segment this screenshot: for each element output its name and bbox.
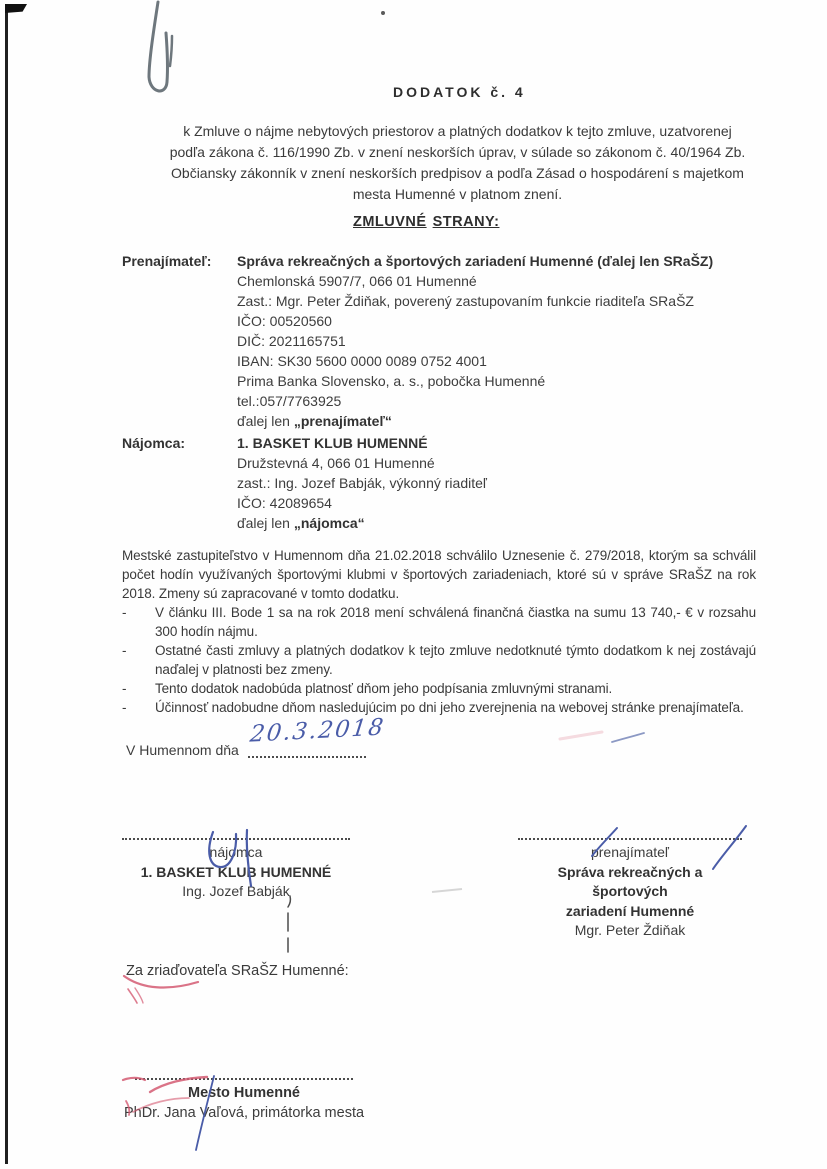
- blue-dash-mark: [612, 733, 644, 742]
- landlord-phone: tel.:057/7763925: [237, 393, 342, 409]
- landlord-dic: DIČ: 2021165751: [237, 333, 346, 349]
- founder-red-ink: [124, 976, 198, 1003]
- intro-line: podľa zákona č. 116/1990 Zb. v znení neskorších úprav, v súlade so zákonom č. 40/1964 Zb.: [169, 144, 746, 160]
- landlord-bank: Prima Banka Slovensko, a. s., pobočka Humenné: [237, 373, 546, 389]
- tenant-label: Nájomca:: [122, 435, 186, 451]
- landlord-section: [122, 251, 757, 431]
- body-paragraph-line: počet hodín využívaných športovými klubmi v športových zariadeniach, ktoré sú v správe SRaŠZ na rok: [122, 567, 756, 582]
- landlord-signature-org-line1: Správa rekreačných a športových: [557, 863, 703, 899]
- tenant-signature-role: nájomca: [209, 844, 263, 860]
- tenant-section: [122, 433, 757, 533]
- amendment-clause: [122, 603, 756, 641]
- document-title: DODATOK č. 4: [393, 84, 526, 100]
- clause-text: Ostatné časti zmluvy a platných dodatkov k tejto zmluve nedotknuté týmto dodatkom k nej zostávajú naďalej v platnosti bez zmeny.: [155, 643, 756, 677]
- amendment-clause: [122, 679, 756, 698]
- landlord-name: Správa rekreačných a športových zariadení Humenné (ďalej len SRaŠZ): [237, 253, 714, 269]
- landlord-representative: Zast.: Mgr. Peter Ždiňak, poverený zastupovaním funkcie riaditeľa SRaŠZ: [237, 293, 694, 309]
- landlord-iban: IBAN: SK30 5600 0000 0089 0752 4001: [237, 353, 487, 369]
- landlord-signature-block: [518, 838, 742, 941]
- place-date-label: V Humennom dňa: [126, 742, 239, 758]
- handwritten-date: 20.3.2018: [248, 714, 387, 748]
- landlord-alias: ďalej len „prenajímateľ“: [237, 413, 392, 429]
- body-paragraph-line: 2018. Zmeny sú zapracované v tomto dodatku.: [122, 586, 400, 601]
- tenant-ico: IČO: 42089654: [237, 495, 332, 511]
- tenant-address: Družstevná 4, 066 01 Humenné: [237, 455, 435, 471]
- date-dotted-line: [248, 756, 366, 758]
- landlord-signature-person: Mgr. Peter Ždiňak: [574, 922, 686, 938]
- landlord-details: [237, 251, 757, 431]
- city-signature-person: PhDr. Jana Vaľová, primátorka mesta: [123, 1105, 365, 1121]
- pen-marks-tenant: [288, 896, 290, 952]
- landlord-signature-line: [518, 838, 742, 840]
- amendment-clause: [122, 641, 756, 679]
- scan-corner-artifact: [5, 4, 27, 13]
- clause-text: Účinnosť nadobudne dňom nasledujúcim po dni jeho zverejnenia na webovej stránke prenajímateľa.: [155, 700, 744, 715]
- landlord-signature-org-line2: zariadení Humenné: [565, 902, 695, 919]
- clause-text: Tento dodatok nadobúda platnosť dňom jeho podpísania zmluvnými stranami.: [155, 681, 613, 696]
- tenant-name: 1. BASKET KLUB HUMENNÉ: [237, 435, 428, 451]
- bullet-dash: -: [122, 643, 127, 658]
- intro-paragraph: [145, 121, 770, 205]
- scan-smudge: [432, 889, 462, 892]
- city-signature-line: [135, 1078, 353, 1080]
- bullet-dash: -: [122, 605, 127, 620]
- tenant-alias: ďalej len „nájomca“: [237, 515, 365, 531]
- scan-dot-artifact: [381, 11, 385, 15]
- amendment-body: [122, 546, 756, 717]
- landlord-label: Prenajímateľ:: [122, 253, 212, 269]
- bullet-dash: -: [122, 700, 127, 715]
- landlord-address: Chemlonská 5907/7, 066 01 Humenné: [237, 273, 477, 289]
- intro-line: k Zmluve o nájme nebytových priestorov a platných dodatkov k tejto zmluve, uzatvorenej: [183, 123, 732, 139]
- tenant-signature-person: Ing. Jozef Babják: [182, 883, 290, 899]
- tenant-representative: zast.: Ing. Jozef Babják, výkonný riaditeľ: [237, 475, 487, 491]
- tenant-signature-line: [122, 838, 350, 840]
- tenant-signature-block: [122, 838, 350, 902]
- bullet-dash: -: [122, 681, 127, 696]
- parties-heading: ZMLUVNÉ STRANY:: [353, 214, 500, 230]
- scan-left-edge-artifact: [5, 4, 8, 1164]
- intro-line: mesta Humenné v platnom znení.: [352, 186, 563, 202]
- landlord-ico: IČO: 00520560: [237, 313, 332, 329]
- city-signature-block: [118, 1078, 370, 1123]
- city-signature-org: Mesto Humenné: [188, 1085, 300, 1101]
- amendment-clause: [122, 698, 756, 717]
- tenant-details: [237, 433, 757, 533]
- pink-smear: [560, 732, 602, 739]
- landlord-signature-role: prenajímateľ: [590, 844, 669, 860]
- clause-text: V článku III. Bode 1 sa na rok 2018 mení schválená finančná čiastka na sumu 13 740,- € v rozsahu 300 hodín nájmu.: [155, 605, 756, 639]
- founder-label: Za zriaďovateľa SRaŠZ Humenné:: [126, 963, 349, 979]
- intro-line: Občiansky zákonník v znení neskorších predpisov a podľa Zásad o hospodárení s majetkom: [171, 165, 744, 181]
- tenant-signature-org: 1. BASKET KLUB HUMENNÉ: [140, 863, 332, 880]
- body-paragraph-line: Mestské zastupiteľstvo v Humennom dňa 21.02.2018 schválilo Uznesenie č. 279/2018, ktorým sa schválil: [122, 548, 756, 563]
